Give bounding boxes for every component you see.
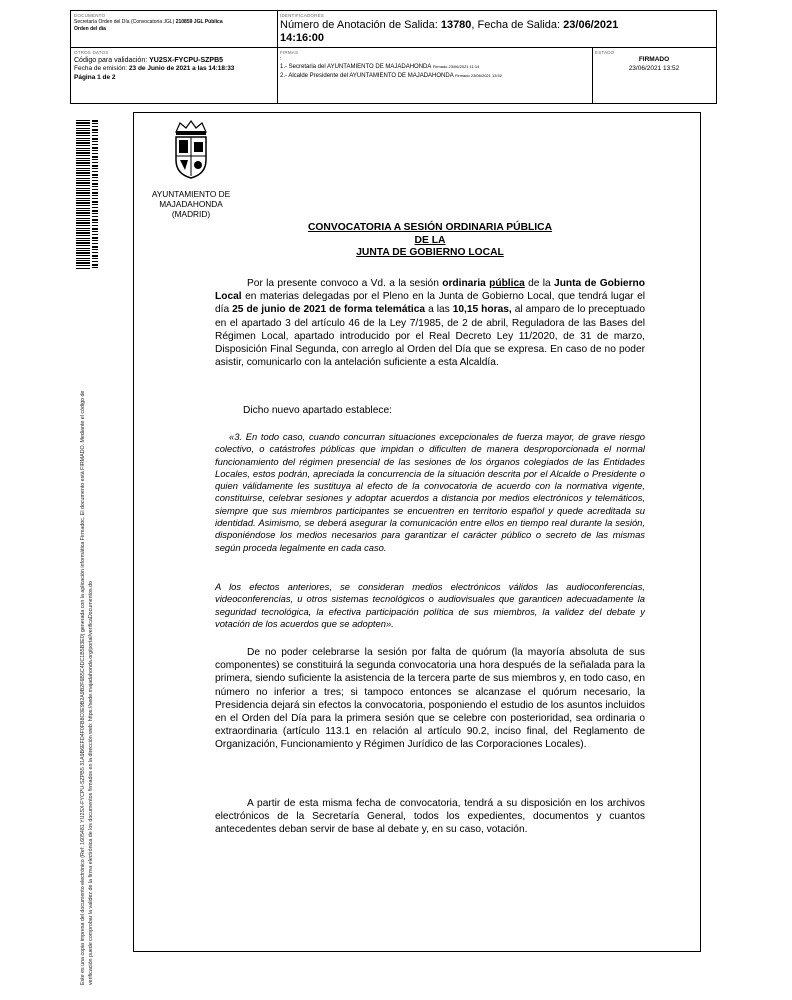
paragraph-quote-1: «3. En todo caso, cuando concurran situaciones excepcionales de fuerza mayor, de grave riesgo colectivo, o catástrofes públicas que impidan o dificulten de manera desproporcionada el normal funcionamiento del régimen presencial de las sesiones de los órganos colegiados de las Entidades Locales, estos podrán, apreciada la concurrencia de la situación descrita por el Alcalde o Presidente o quien válidamente les sustituya al efecto de la convocatoria de acuerdo con la normativa vigente, constituirse, celebrar sesiones y adoptar acuerdos a distancia por medios electrónicos y telemáticos, siempre que sus miembros participantes se encuentren en territorio español y quede acreditada su identidad. Asimismo, se deberá asegurar la comunicación entre ellos en tiempo real durante la sesión, disponiéndose los medios necesarios para garantizar el carácter público o secreto de las mismas según proceda legalmente en cada caso. bbox=[215, 431, 645, 553]
organization-name: AYUNTAMIENTO DE MAJADAHONDA (MADRID) bbox=[151, 189, 231, 219]
barcode-secondary bbox=[92, 120, 98, 270]
verification-note-line2: verificación puede comprobar la validez de la firma electrónica de los documentos firmados en la dirección web: https://sede.majadahonda.org/portal/verificaDocumentos.do bbox=[88, 581, 94, 985]
firma-1: 1.- Secretaria del AYUNTAMIENTO DE MAJADAHONDA Firmado 23/06/2021 11:14 bbox=[280, 64, 480, 70]
coat-of-arms-icon bbox=[168, 118, 214, 180]
otros-datos-label: OTROS DATOS bbox=[74, 50, 109, 55]
estado-cell bbox=[595, 50, 713, 102]
validation-code[interactable]: YU2SX-FYCPU-SZPB5 bbox=[149, 57, 224, 64]
paragraph-disposicion: A partir de esta misma fecha de convocatoria, tendrá a su disposición en los archivos electrónicos de la Secretaría General, todos los expedientes, documentos y cuantos antecedentes deban servir de base al debate y, en su caso, votación. bbox=[215, 798, 645, 836]
barcode bbox=[76, 120, 90, 270]
registro-text: Número de Anotación de Salida: 13780, Fecha de Salida: 23/06/2021 14:16:00 bbox=[280, 19, 619, 44]
firmas-label: FIRMAS bbox=[280, 50, 299, 55]
otros-datos-cell: OTROS DATOS Código para validación: YU2SX-FYCPU-SZPB5 Fecha de emisión: 23 de Junio de 2021 a las 14:18:33 Página 1 de 2 bbox=[74, 50, 274, 102]
paragraph-quorum: De no poder celebrarse la sesión por falta de quórum (la mayoría absoluta de sus componentes) se constituirá la segunda convocatoria una hora después de la señalada para la primera, siendo suficiente la asistencia de la tercera parte de sus miembros y, en todo caso, en número no inferior a tres; si tampoco entonces se alcanzase el quórum necesario, la Presidencia dejará sin efectos la convocatoria, posponiendo el estudio de los asuntos incluidos en el Orden del Día para la primera sesión que se celebre con posterioridad, sea ordinaria o extraordinaria (artículo 113.1 en relación al artículo 90.2, inciso final, del Reglamento de Organización, Funcionamiento y Régimen Jurídico de las Corporaciones Locales). bbox=[215, 647, 645, 751]
documento-label: DOCUMENTO bbox=[74, 13, 106, 18]
verification-note-line1: Este es una copia impresa del documento electrónico (Ref: 1605481 YU2SX-FYCPU-SZPB5 31A9B6EFD4F0FB8C0E9B2A9B2F6B5C4DC1B5B3E0) generada con la aplicación informática Firmadoc. El documento está FIRMADO. Mediante el código de bbox=[80, 390, 86, 985]
estado-label: ESTADO bbox=[595, 50, 615, 55]
firma-2: 2.- Alcalde Presidente del AYUNTAMIENTO DE MAJADAHONDA Firmado 23/06/2021 13:52 bbox=[280, 72, 502, 79]
page-title: CONVOCATORIA A SESIÓN ORDINARIA PÚBLICA DE LA JUNTA DE GOBIERNO LOCAL bbox=[307, 222, 553, 258]
documento-cell bbox=[74, 13, 274, 47]
identificadores-label: IDENTIFICADORES bbox=[280, 13, 325, 18]
documento-code: 210859 JGL Pública bbox=[175, 19, 223, 25]
paragraph-dicho: Dicho nuevo apartado establece: bbox=[243, 405, 392, 416]
page-count: Página 1 de 2 bbox=[74, 73, 116, 81]
identificadores-cell bbox=[280, 13, 710, 47]
documento-line2: Orden del día bbox=[74, 26, 106, 32]
firmas-cell: FIRMAS : 1.- Secretaria del AYUNTAMIENTO DE MAJADAHONDA Firmado 23/06/2021 11:14 2.- Alcalde Presidente del AYUNTAMIENTO DE MAJADAHONDA Firmado 23/06/2021 13:52 bbox=[280, 50, 590, 102]
estado-date: 23/06/2021 13:52 bbox=[628, 64, 680, 72]
paragraph-quote-2: A los efectos anteriores, se consideran medios electrónicos válidos las audioconferencias, videoconferencias, u otros sistemas tecnológicos o audiovisuales que garanticen adecuadamente la seguridad tecnológica, la efectiva participación política de sus miembros, la validez del debate y votación de los acuerdos que se adopten». bbox=[215, 581, 645, 629]
documento-line1: Secretaría Orden del Día (Convocatoria JGL) bbox=[74, 19, 175, 25]
paragraph-convocatoria: Por la presente convoco a Vd. a la sesión ordinaria pública de la Junta de Gobierno Local en materias delegadas por el Pleno en la Junta de Gobierno Local, que tendrá lugar el día 25 de junio de 2021 de forma telemática a las 10,15 horas, al amparo de lo preceptuado en el apartado 3 del artículo 46 de la Ley 7/1985, de 2 de abril, Reguladora de las Bases del Régimen Local, apartado introducido por el Real Decreto Ley 11/2020, de 31 de marzo, Disposición Final Segunda, con arreglo al Orden del Día que se expresa. En caso de no poder asistir, comunicarlo con la antelación suficiente a esta Alcaldía. bbox=[215, 278, 645, 369]
status-badge: FIRMADO bbox=[638, 56, 670, 63]
signature-header bbox=[70, 10, 717, 104]
